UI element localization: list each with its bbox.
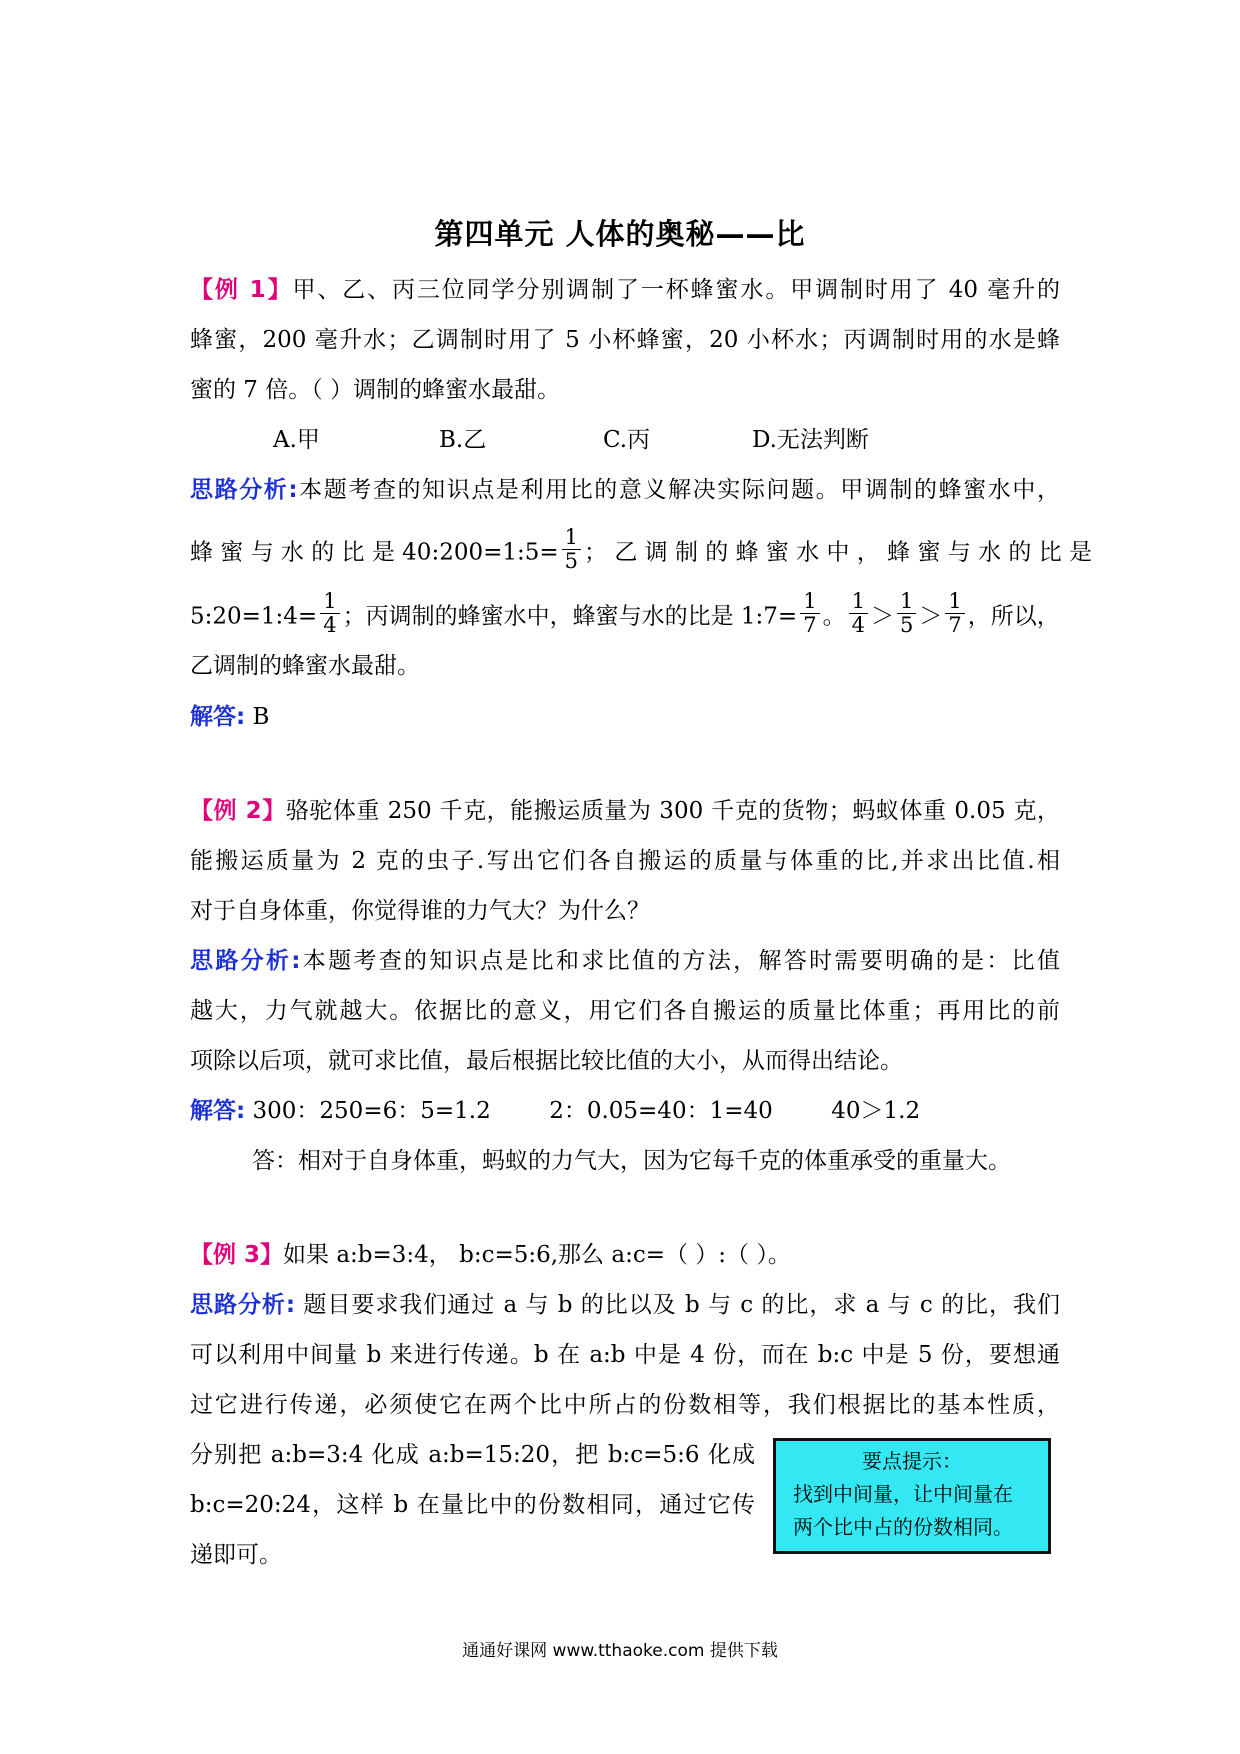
tip-line-1: 找到中间量，让中间量在 <box>793 1482 1013 1506</box>
ex3-analysis-label: 思路分析: <box>190 1292 296 1318</box>
ex2-analysis-line-1 <box>190 946 1060 976</box>
ex3-a1: 题目要求我们通过 a 与 b 的比以及 b 与 c 的比，求 a 与 c 的比，我们 <box>295 1292 1060 1318</box>
fraction-one-fourth <box>320 590 339 637</box>
ex2-question-line-3: 对于自身体重，你觉得谁的力气大？为什么？ <box>190 898 650 924</box>
ex1-answer <box>190 702 1060 732</box>
ex1-question-line-1 <box>190 275 1060 305</box>
greater-than-sign: ＞ <box>870 603 894 630</box>
ex1-option-a: A.甲 <box>273 427 320 453</box>
fraction-denominator: 4 <box>323 613 337 637</box>
key-point-tip-box <box>773 1438 1051 1554</box>
ex1-a1: 本题考查的知识点是利用比的意义解决实际问题。甲调制的蜂蜜水中， <box>297 477 1060 503</box>
ex3-analysis-line-5: b:c=20:24，这样 b 在量比中的份数相同，通过它传 <box>190 1492 755 1518</box>
ex2-question-line-2: 能搬运质量为 2 克的虫子.写出它们各自搬运的质量与体重的比,并求出比值.相 <box>190 848 1060 874</box>
ex3-tag: 【例 3】 <box>190 1242 284 1268</box>
ex1-analysis-line-1 <box>190 475 1060 505</box>
ex3-q1: 如果 a:b=3:4， b:c=5:6,那么 a:c=（ ）:（ ）。 <box>283 1242 791 1268</box>
fraction-numerator: 1 <box>897 590 916 614</box>
ex1-analysis-line-2 <box>190 525 1093 577</box>
fraction-denominator: 7 <box>803 613 817 637</box>
tip-line-2: 两个比中占的份数相同。 <box>793 1515 1013 1539</box>
fraction-numerator: 1 <box>800 590 819 614</box>
ex2-answer-label: 解答: <box>190 1098 246 1124</box>
ex1-analysis-line-3: 5:20=1:4= $\frac{1}{4}$ ；丙调制的蜂蜜水中，蜂蜜与水的比是 1:7= $\frac{1}{7}$ 。 $\frac{1}{4}$ ＞ $\frac{1}{5}$ ＞ $\frac{1}{7}$ ，所以， <box>190 589 1060 637</box>
fraction-one-fifth <box>897 590 916 637</box>
ex1-a3-pre: 5:20=1:4= <box>190 603 318 630</box>
fraction-denominator: 5 <box>899 613 914 637</box>
page-footer: 通通好课网 www.tthaoke.com 提供下载 <box>462 1641 778 1661</box>
ex3-question-line-1 <box>190 1240 1060 1270</box>
ex3-analysis-line-4: 分别把 a:b=3:4 化成 a:b=15:20，把 b:c=5:6 化成 <box>190 1442 755 1468</box>
ex1-a3-mid: ；丙调制的蜂蜜水中，蜂蜜与水的比是 1:7= <box>342 603 798 630</box>
ex1-question-line-2: 蜂蜜，200 毫升水；乙调制时用了 5 小杯蜂蜜，20 小杯水；丙调制时用的水是蜂 <box>190 327 1060 353</box>
ex1-tag: 【例 1】 <box>190 277 293 303</box>
ex2-a1: 本题考查的知识点是比和求比值的方法，解答时需要明确的是：比值 <box>300 948 1060 974</box>
ex3-analysis-line-1 <box>190 1290 1060 1320</box>
fraction-denominator: 7 <box>948 613 962 637</box>
ex2-analysis-label: 思路分析: <box>190 948 301 974</box>
ex2-q1: 骆驼体重 250 千克，能搬运质量为 300 千克的货物；蚂蚁体重 0.05 克， <box>285 798 1060 824</box>
ex2-analysis-line-2: 越大，力气就越大。依据比的意义，用它们各自搬运的质量比体重；再用比的前 <box>190 998 1060 1024</box>
ex2-answer-value: 300：250=6：5=1.2 2：0.05=40：1=40 40＞1.2 <box>245 1098 921 1124</box>
ex2-answer <box>190 1096 1060 1126</box>
page-title: 第四单元 人体的奥秘——比 <box>434 217 806 251</box>
ex2-analysis-line-3: 项除以后项，就可求比值，最后根据比较比值的大小，从而得出结论。 <box>190 1048 903 1074</box>
fraction-denominator: 5 <box>564 549 579 573</box>
fraction-denominator: 4 <box>851 613 865 637</box>
greater-than-sign: ＞ <box>919 603 943 630</box>
fraction-numerator: 1 <box>849 590 868 614</box>
ex1-analysis-label: 思路分析: <box>190 477 298 503</box>
fraction-one-seventh <box>800 590 819 637</box>
ex1-analysis-line-4: 乙调制的蜂蜜水最甜。 <box>190 653 420 679</box>
ex1-a2-post: ； 乙 调 制 的 蜂 蜜 水 中 ， 蜂 蜜 与 水 的 比 是 <box>584 539 1093 566</box>
ex1-a2-pre: 蜂 蜜 与 水 的 比 是 40:200=1:5= <box>190 539 559 566</box>
tip-title: 要点提示： <box>862 1449 962 1473</box>
ex1-option-c: C.丙 <box>603 427 651 453</box>
ex1-answer-label: 解答: <box>190 704 246 730</box>
ex1-answer-value: B <box>245 704 270 730</box>
ex1-q1: 甲、乙、丙三位同学分别调制了一杯蜂蜜水。甲调制时用了 40 毫升的 <box>292 277 1060 303</box>
ex3-analysis-line-6: 递即可。 <box>190 1542 282 1568</box>
ex1-question-line-3: 蜜的 7 倍。（ ）调制的蜂蜜水最甜。 <box>190 377 561 403</box>
ex1-option-d: D.无法判断 <box>752 427 869 453</box>
ex1-option-b: B.乙 <box>439 427 487 453</box>
ex3-analysis-line-2: 可以利用中间量 b 来进行传递。b 在 a:b 中是 4 份，而在 b:c 中是 5 份，要想通 <box>190 1342 1060 1368</box>
fraction-one-fifth <box>562 526 581 573</box>
fraction-numerator: 1 <box>945 590 964 614</box>
fraction-one-fourth <box>849 590 868 637</box>
ex1-a3-end: ，所以， <box>967 603 1060 630</box>
ex3-analysis-line-3: 过它进行传递，必须使它在两个比中所占的份数相等，我们根据比的基本性质， <box>190 1392 1060 1418</box>
fraction-numerator: 1 <box>562 526 581 550</box>
fraction-numerator: 1 <box>320 590 339 614</box>
ex2-tag: 【例 2】 <box>190 798 286 824</box>
ex2-question-line-1 <box>190 796 1060 826</box>
fraction-one-seventh <box>945 590 964 637</box>
ex2-answer-statement: 答：相对于自身体重，蚂蚁的力气大，因为它每千克的体重承受的重量大。 <box>252 1148 1011 1174</box>
